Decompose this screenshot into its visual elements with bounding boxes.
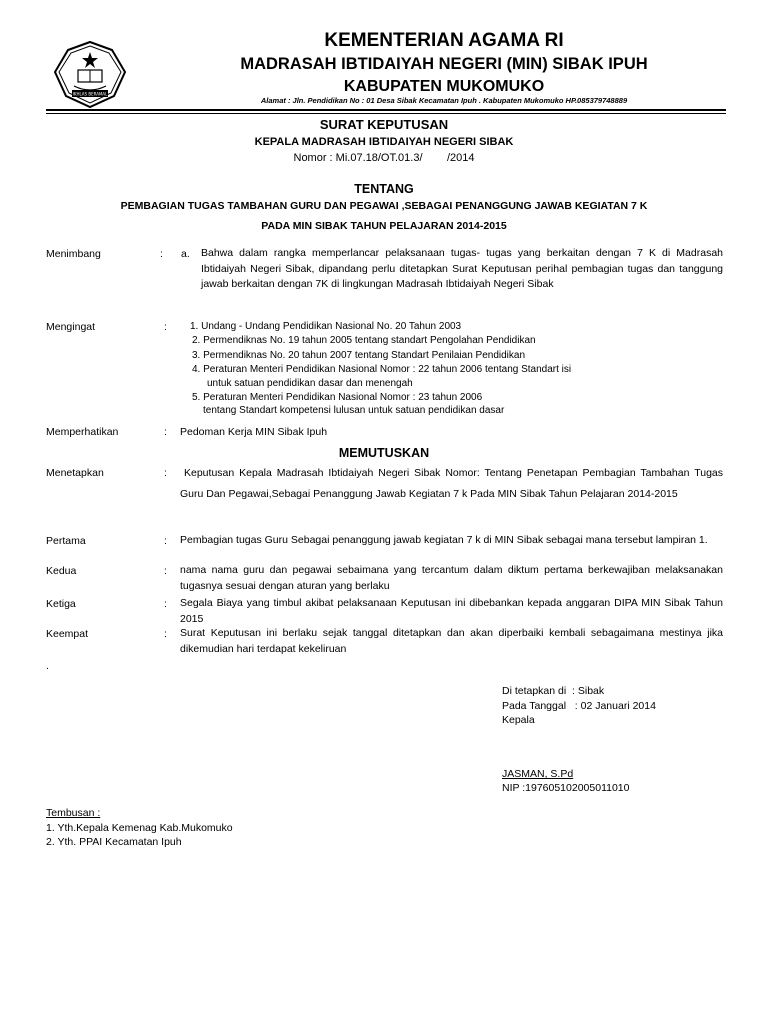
ketiga-text: Segala Biaya yang timbul akibat pelaksanaan Keputusan ini dibebankan kepada anggaran DIPA MIN Sibak Tahun 2015: [180, 597, 723, 625]
mengingat-colon: :: [164, 321, 167, 333]
mengingat-label: Mengingat: [46, 321, 96, 333]
signer-nip: NIP :197605102005011010: [502, 782, 630, 794]
memperhatikan-colon: :: [164, 426, 167, 438]
decree-number: Nomor : Mi.07.18/OT.01.3/ /2014: [293, 152, 475, 164]
issuer-title: KEPALA MADRASAH IBTIDAIYAH NEGERI SIBAK: [254, 136, 514, 148]
menimbang-text: Bahwa dalam rangka memperlancar pelaksanaan tugas- tugas yang berkaitan dengan 7 K di Madrasah Ibtidaiyah Negeri Sibak, dipandang perlu ditetapkan Surat Keputusan perihal pembagian tugas dan tanggung jawab berkaitan dengan 7K di lingkungan Madrasah Ibtidaiyah Negeri Sibak: [201, 247, 723, 290]
mengingat-item-4-cont: untuk satuan pendidikan dasar dan menengah: [207, 378, 413, 389]
sign-role: Kepala: [502, 714, 535, 726]
mengingat-item-1: 1. Undang - Undang Pendidikan Nasional No. 20 Tahun 2003: [190, 321, 462, 332]
tembusan-item-2: 2. Yth. PPAI Kecamatan Ipuh: [46, 836, 182, 848]
header-ministry: KEMENTERIAN AGAMA RI: [324, 30, 564, 51]
header-rule-thin: [46, 113, 726, 114]
svg-text:IKHLAS BERAMAL: IKHLAS BERAMAL: [72, 91, 108, 97]
memperhatikan-text: Pedoman Kerja MIN Sibak Ipuh: [180, 426, 328, 438]
mengingat-item-4: 4. Peraturan Menteri Pendidikan Nasional Nomor : 22 tahun 2006 tentang Standart isi: [192, 364, 572, 375]
pertama-colon: :: [164, 535, 167, 547]
kedua-colon: :: [164, 565, 167, 577]
mengingat-item-5-cont: tentang Standart kompetensi lulusan untuk satuan pendidikan dasar: [203, 405, 505, 416]
menimbang-colon: :: [160, 248, 163, 260]
memutuskan-heading: MEMUTUSKAN: [338, 446, 430, 460]
menimbang-label: Menimbang: [46, 248, 101, 260]
mengingat-item-5: 5. Peraturan Menteri Pendidikan Nasional Nomor : 23 tahun 2006: [192, 392, 483, 403]
header-address: Alamat : Jln. Pendidikan No : 01 Desa Sibak Kecamatan Ipuh . Kabupaten Mukomuko HP.085379748889: [260, 96, 628, 105]
header-school: MADRASAH IBTIDAIYAH NEGERI (MIN) SIBAK IPUH: [240, 55, 648, 73]
sign-place: Di tetapkan di : Sibak: [502, 685, 605, 697]
signer-name: JASMAN, S.Pd: [502, 768, 574, 780]
tembusan-title: Tembusan :: [46, 807, 101, 819]
tembusan-item-1: 1. Yth.Kepala Kemenag Kab.Mukomuko: [46, 822, 233, 834]
menimbang-marker: a.: [181, 248, 190, 260]
pertama-label: Pertama: [46, 535, 86, 547]
subject-line-2: PADA MIN SIBAK TAHUN PELAJARAN 2014-2015: [261, 220, 507, 232]
header-regency: KABUPATEN MUKOMUKO: [343, 78, 545, 95]
kedua-label: Kedua: [46, 565, 77, 577]
ketiga-colon: :: [164, 598, 167, 610]
menetapkan-label: Menetapkan: [46, 467, 104, 479]
pertama-text: Pembagian tugas Guru Sebagai penanggung jawab kegiatan 7 k di MIN Sibak sebagai mana tersebut lampiran 1.: [180, 534, 708, 546]
keempat-text: Surat Keputusan ini berlaku sejak tanggal ditetapkan dan akan diperbaiki kembali sebagaimana mestinya jika dikemudian hari terdapat kekeliruan: [180, 627, 723, 655]
keempat-label: Keempat: [46, 628, 89, 640]
ketiga-label: Ketiga: [46, 598, 76, 610]
kedua-text: nama nama guru dan pegawai sebaimana yang tercantum dalam diktum pertama berkewajiban melaksanakan tugasnya sesuai dengan aturan yang berlaku: [180, 564, 723, 592]
menetapkan-text: Keputusan Kepala Madrasah Ibtidaiyah Negeri Sibak Nomor: Tentang Penetapan Pembagian Tambahan Tugas Guru Dan Pegawai,Sebagai Penanggung Jawab Kegiatan 7 k Pada MIN Sibak Tahun Pelajaran 2014-2015: [180, 467, 723, 500]
header-rule-thick: [46, 109, 726, 111]
stray-dot: .: [46, 660, 49, 672]
tentang-heading: TENTANG: [354, 182, 414, 196]
subject-line-1: PEMBAGIAN TUGAS TAMBAHAN GURU DAN PEGAWAI ,SEBAGAI PENANGGUNG JAWAB KEGIATAN 7 K: [120, 200, 648, 212]
memperhatikan-label: Memperhatikan: [46, 426, 119, 438]
mengingat-item-3: 3. Permendiknas No. 20 tahun 2007 tentang Standart Penilaian Pendidikan: [192, 350, 526, 361]
menetapkan-colon: :: [164, 467, 167, 479]
decree-title: SURAT KEPUTUSAN: [319, 117, 449, 132]
mengingat-item-2: 2. Permendiknas No. 19 tahun 2005 tentang standart Pengolahan Pendidikan: [192, 335, 536, 346]
sign-date: Pada Tanggal : 02 Januari 2014: [502, 700, 656, 712]
keempat-colon: :: [164, 628, 167, 640]
kemenag-logo-icon: [52, 40, 128, 110]
